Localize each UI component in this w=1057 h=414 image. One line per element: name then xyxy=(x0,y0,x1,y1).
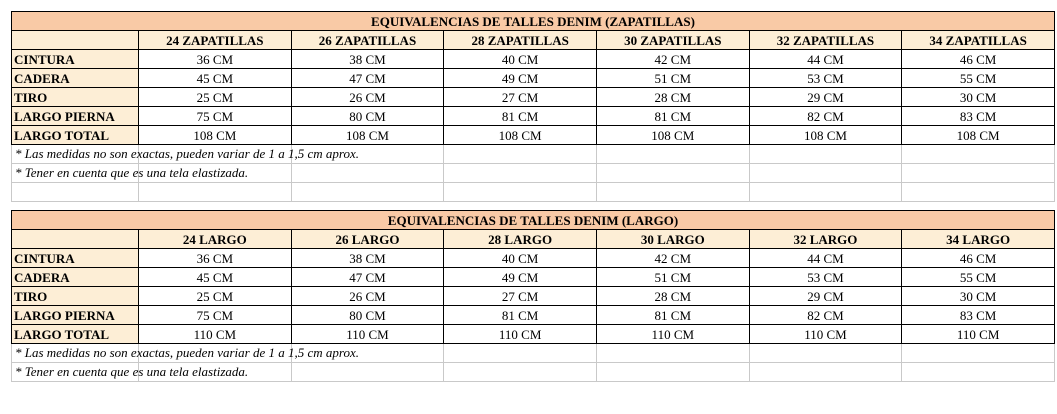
table-cell: 29 CM xyxy=(749,88,902,107)
note-row xyxy=(12,145,1055,164)
table-cell: 49 CM xyxy=(444,268,597,287)
table-cell: 45 CM xyxy=(139,69,292,88)
column-header: 34 ZAPATILLAS xyxy=(902,31,1055,50)
table-cell: 83 CM xyxy=(902,306,1055,325)
column-header: 28 ZAPATILLAS xyxy=(444,31,597,50)
table-cell: 30 CM xyxy=(902,287,1055,306)
table-cell: 47 CM xyxy=(291,69,444,88)
header-row xyxy=(12,31,1055,50)
table-row xyxy=(12,88,1055,107)
table-cell: 45 CM xyxy=(139,268,292,287)
table-cell: 81 CM xyxy=(444,306,597,325)
table-cell: 110 CM xyxy=(139,325,292,344)
column-header: 34 LARGO xyxy=(902,230,1055,249)
note-text: * Tener en cuenta que es una tela elastizada. xyxy=(15,364,249,379)
column-header: 32 ZAPATILLAS xyxy=(749,31,902,50)
table-cell: 55 CM xyxy=(902,268,1055,287)
table-cell: 49 CM xyxy=(444,69,597,88)
table-row xyxy=(12,268,1055,287)
table-row xyxy=(12,126,1055,145)
table-cell: 108 CM xyxy=(902,126,1055,145)
table-cell: 80 CM xyxy=(291,306,444,325)
row-label: LARGO TOTAL xyxy=(12,126,139,145)
table-cell: 110 CM xyxy=(902,325,1055,344)
table-cell: 108 CM xyxy=(139,126,292,145)
row-label: LARGO TOTAL xyxy=(12,325,139,344)
table-cell: 46 CM xyxy=(902,50,1055,69)
table-cell: 46 CM xyxy=(902,249,1055,268)
column-header: 30 ZAPATILLAS xyxy=(596,31,749,50)
table-row xyxy=(12,325,1055,344)
table-cell: 83 CM xyxy=(902,107,1055,126)
table-cell: 42 CM xyxy=(596,249,749,268)
table-title: EQUIVALENCIAS DE TALLES DENIM (ZAPATILLAS) xyxy=(12,12,1055,31)
column-header: 30 LARGO xyxy=(596,230,749,249)
corner-cell xyxy=(12,230,139,249)
table-row xyxy=(12,69,1055,88)
row-label: CADERA xyxy=(12,69,139,88)
table-cell: 38 CM xyxy=(291,50,444,69)
size-table-largo xyxy=(11,210,1055,382)
header-row xyxy=(12,230,1055,249)
table-cell: 75 CM xyxy=(139,107,292,126)
size-chart-sheet xyxy=(11,11,1054,382)
table-cell: 108 CM xyxy=(444,126,597,145)
row-label: LARGO PIERNA xyxy=(12,107,139,126)
table-cell: 38 CM xyxy=(291,249,444,268)
table-cell: 27 CM xyxy=(444,88,597,107)
column-header: 28 LARGO xyxy=(444,230,597,249)
table-cell: 108 CM xyxy=(749,126,902,145)
table-cell: 81 CM xyxy=(596,107,749,126)
table-row xyxy=(12,306,1055,325)
table-cell: 81 CM xyxy=(596,306,749,325)
table-cell: 55 CM xyxy=(902,69,1055,88)
table-cell: 75 CM xyxy=(139,306,292,325)
table-cell: 30 CM xyxy=(902,88,1055,107)
table-cell: 40 CM xyxy=(444,249,597,268)
note-row xyxy=(12,344,1055,363)
size-table-zapatillas xyxy=(11,11,1055,202)
row-label: TIRO xyxy=(12,287,139,306)
table-row xyxy=(12,287,1055,306)
column-header: 24 ZAPATILLAS xyxy=(139,31,292,50)
table-cell: 108 CM xyxy=(291,126,444,145)
note-row xyxy=(12,164,1055,183)
table-cell: 51 CM xyxy=(596,69,749,88)
table-cell: 110 CM xyxy=(444,325,597,344)
table-cell: 26 CM xyxy=(291,287,444,306)
table-cell: 108 CM xyxy=(596,126,749,145)
table-cell: 53 CM xyxy=(749,268,902,287)
table-row xyxy=(12,107,1055,126)
table-cell: 44 CM xyxy=(749,249,902,268)
table-row xyxy=(12,249,1055,268)
table-cell: 40 CM xyxy=(444,50,597,69)
row-label: CADERA xyxy=(12,268,139,287)
table-cell: 25 CM xyxy=(139,287,292,306)
table-cell: 81 CM xyxy=(444,107,597,126)
table-cell: 26 CM xyxy=(291,88,444,107)
row-label: TIRO xyxy=(12,88,139,107)
corner-cell xyxy=(12,31,139,50)
row-label: LARGO PIERNA xyxy=(12,306,139,325)
table-cell: 110 CM xyxy=(596,325,749,344)
column-header: 32 LARGO xyxy=(749,230,902,249)
table-cell: 29 CM xyxy=(749,287,902,306)
column-header: 26 ZAPATILLAS xyxy=(291,31,444,50)
table-cell: 53 CM xyxy=(749,69,902,88)
table-title: EQUIVALENCIAS DE TALLES DENIM (LARGO) xyxy=(12,211,1055,230)
row-label: CINTURA xyxy=(12,50,139,69)
table-cell: 36 CM xyxy=(139,50,292,69)
table-cell: 28 CM xyxy=(596,88,749,107)
table-cell: 42 CM xyxy=(596,50,749,69)
table-cell: 28 CM xyxy=(596,287,749,306)
row-label: CINTURA xyxy=(12,249,139,268)
column-header: 24 LARGO xyxy=(139,230,292,249)
empty-row xyxy=(12,183,1055,202)
note-text: * Tener en cuenta que es una tela elastizada. xyxy=(15,165,249,180)
table-cell: 80 CM xyxy=(291,107,444,126)
note-text: * Las medidas no son exactas, pueden variar de 1 a 1,5 cm aprox. xyxy=(15,345,359,360)
table-cell: 82 CM xyxy=(749,306,902,325)
table-cell: 47 CM xyxy=(291,268,444,287)
column-header: 26 LARGO xyxy=(291,230,444,249)
table-cell: 27 CM xyxy=(444,287,597,306)
table-cell: 25 CM xyxy=(139,88,292,107)
table-cell: 110 CM xyxy=(749,325,902,344)
table-cell: 51 CM xyxy=(596,268,749,287)
table-row xyxy=(12,50,1055,69)
note-text: * Las medidas no son exactas, pueden variar de 1 a 1,5 cm aprox. xyxy=(15,146,359,161)
table-cell: 44 CM xyxy=(749,50,902,69)
table-cell: 82 CM xyxy=(749,107,902,126)
table-cell: 110 CM xyxy=(291,325,444,344)
table-cell: 36 CM xyxy=(139,249,292,268)
note-row xyxy=(12,363,1055,382)
